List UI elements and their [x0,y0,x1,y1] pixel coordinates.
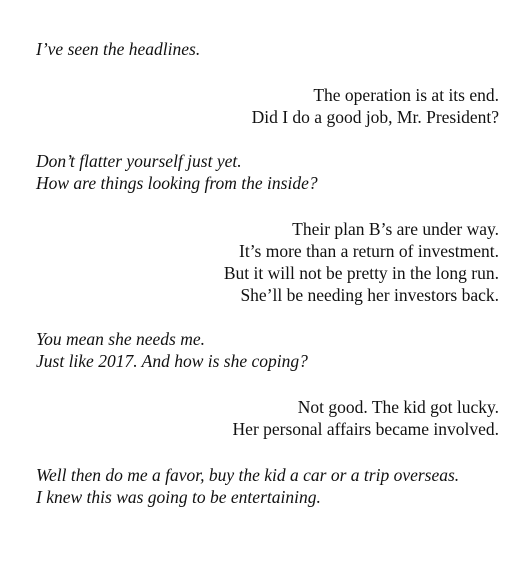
right-line-2: Did I do a good job, Mr. President? [251,107,499,127]
left-line-6: Well then do me a favor, buy the kid a car or a trip overseas. [36,465,460,485]
right-line-4: It’s more than a return of investment. [239,241,499,261]
right-line-1: The operation is at its end. [313,85,499,105]
right-line-7: Not good. The kid got lucky. [297,397,499,417]
right-line-8: Her personal affairs became involved. [232,419,499,439]
left-line-2: Don’t flatter yourself just yet. [36,151,242,171]
right-line-3: Their plan B’s are under way. [292,219,499,239]
right-line-5: But it will not be pretty in the long run. [223,263,499,283]
left-line-7: I knew this was going to be entertaining. [36,487,321,507]
left-line-4: You mean she needs me. [36,329,205,349]
left-line-1: I’ve seen the headlines. [36,39,201,59]
left-line-3: How are things looking from the inside? [36,173,318,193]
right-line-6: She’ll be needing her investors back. [240,285,499,305]
left-line-5: Just like 2017. And how is she coping? [36,351,308,371]
